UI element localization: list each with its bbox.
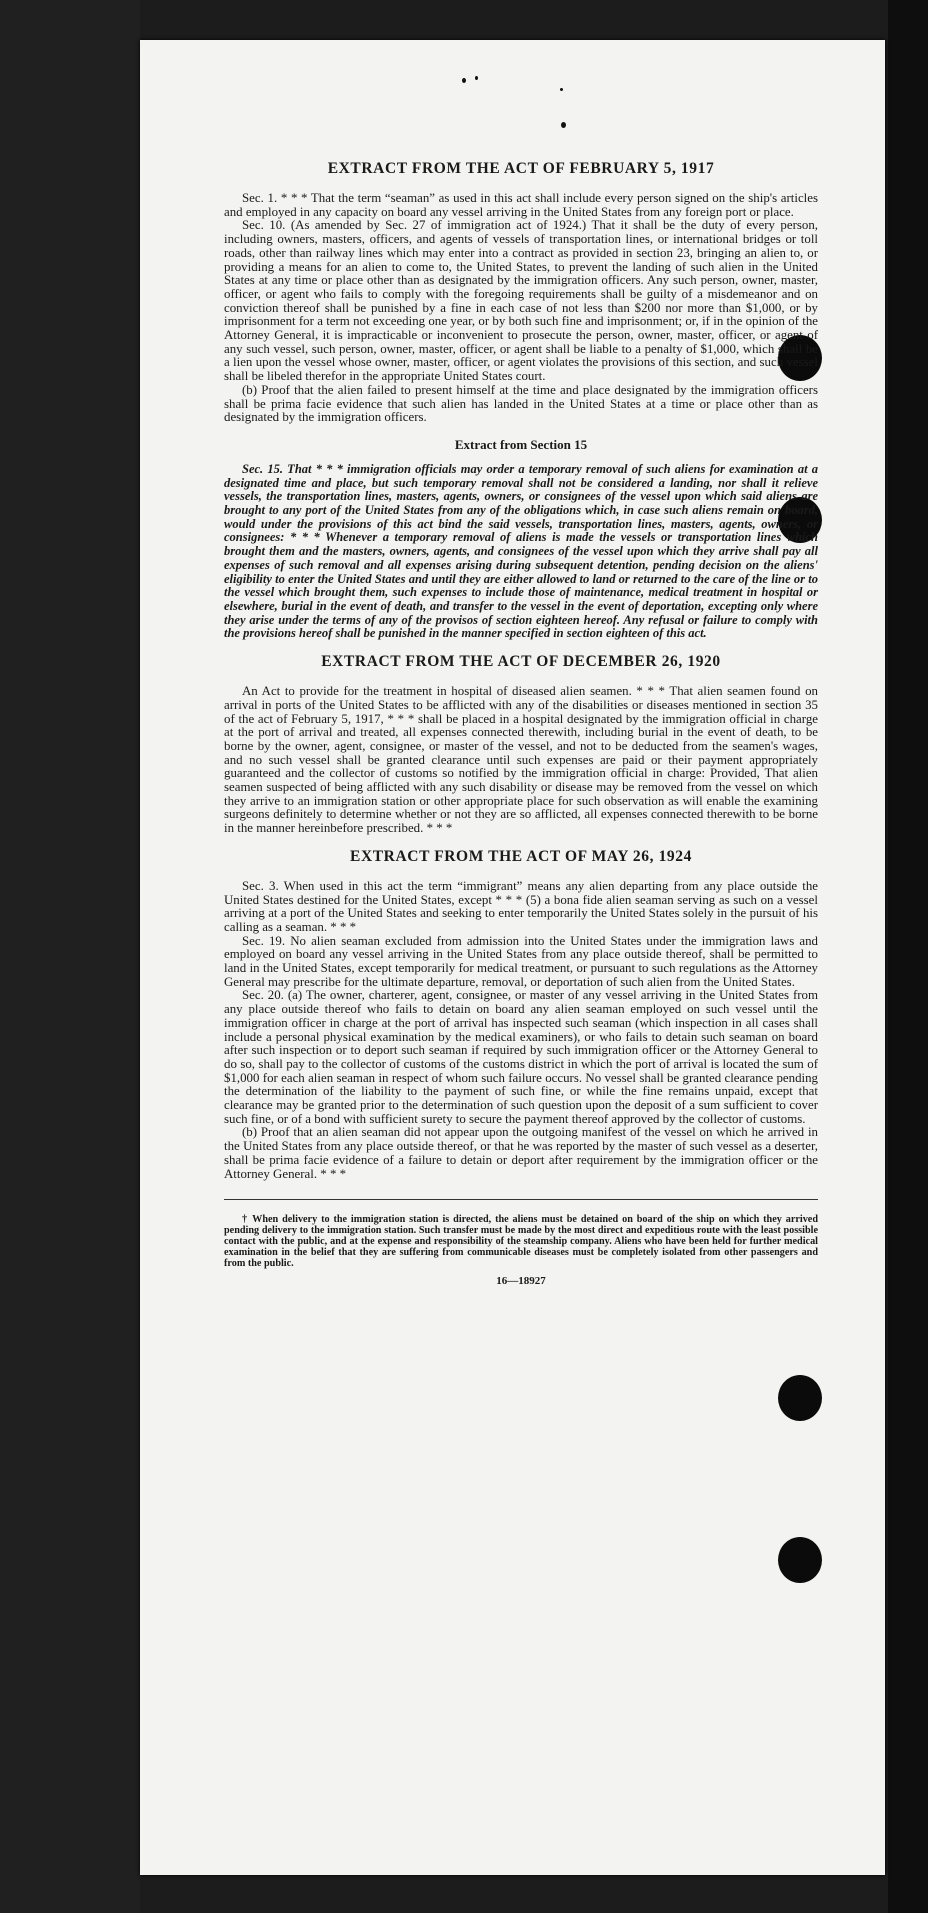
punch-hole xyxy=(778,1375,822,1421)
paragraph: Sec. 15. That * * * immigration officials may order a temporary removal of such aliens for examination at a designated time and place, but such temporary removal shall not be considered a landing, nor shall it relieve vessels, the transportation lines, masters, agents, owners, or consignees of the vessel upon which said aliens are brought to any port of the United States from any of the obligations which, in case such aliens remain on board, would under the provisions of this act bind the said vessels, transportation lines, masters, agents, owners, or consignees: * * * Whenever a temporary removal of aliens is made the vessels or transportation lines which brought them and the masters, owners, agents, and consignees of the vessel upon which they arrive shall pay all expenses of such removal and all expenses arising during subsequent detention, pending decision on the aliens' eligibility to enter the United States and until they are either allowed to land or returned to the care of the line or to the vessel which brought them, such expenses to include those of maintenance, medical treatment in hospital or elsewhere, burial in the event of death, and transfer to the vessel in the event of deportation, excepting only where they arise under the terms of any of the provisos of section eighteen hereof. Any refusal or failure to comply with the provisions hereof shall be punished in the manner specified in section eighteen of this act. xyxy=(224,461,818,641)
page-number: 16—18927 xyxy=(496,1275,546,1288)
punch-hole xyxy=(778,1537,822,1583)
document-page xyxy=(140,40,885,1875)
footnote-divider xyxy=(224,1199,818,1200)
document-body xyxy=(224,160,818,1287)
paragraph: Sec. 1. * * * That the term “seaman” as used in this act shall include every person signed on the ship's articles and employed in any capacity on board any vessel arriving in the United States from any foreign port or place. xyxy=(224,191,818,219)
speck xyxy=(462,78,466,83)
paragraph: (b) Proof that an alien seaman did not appear upon the outgoing manifest of the vessel on which he arrived in the United States from any place outside thereof, or that he was reported by the master of such vessel as a deserter, shall be prima facie evidence of a failure to detain or deport after requirement by the immigration officer or the Attorney General. * * * xyxy=(224,1125,818,1181)
paragraph: (b) Proof that the alien failed to present himself at the time and place designated by the immigration officers shall be prima facie evidence that such alien has landed in the United States at a time or place other than as designated by the immigration officers. xyxy=(224,382,818,425)
section-act-1924 xyxy=(224,848,818,1181)
paragraph: Sec. 20. (a) The owner, charterer, agent, consignee, or master of any vessel arriving in the United States from any place outside thereof who fails to detain on board any alien seaman employed on such vessel until the immigration officer in charge at the port of arrival has inspected such seaman (which inspection in all cases shall include a personal physical examination by the medical examiners), or who fails to detain such seaman on board after such inspection or to deport such seaman if required by such immigration officer or the Attorney General to do so, shall pay to the collector of customs of the customs district in which the port of arrival is located the sum of $1,000 for each alien seaman in respect of whom such failure occurs. No vessel shall be granted clearance pending the determination of the liability to the payment of such fine, or while the fine remains unpaid, except that clearance may be granted prior to the determination of such question upon the deposit of a sum sufficient to cover such fine, or of a bond with sufficient surety to secure the payment thereof approved by the collector of customs. xyxy=(224,988,818,1126)
speck xyxy=(560,88,563,91)
section-heading: EXTRACT FROM THE ACT OF MAY 26, 1924 xyxy=(350,847,692,865)
paragraph: Sec. 19. No alien seaman excluded from admission into the United States under the immigration laws and employed on board any vessel arriving in the United States from any place outside thereof, shall be permitted to land in the United States, except temporarily for medical treatment, or pursuant to such regulations as the Attorney General may prescribe for the ultimate departure, removal, or deportation of such alien from the United States. xyxy=(224,933,818,989)
speck xyxy=(475,76,478,80)
paragraph: Sec. 10. (As amended by Sec. 27 of immigration act of 1924.) That it shall be the duty of every person, including owners, masters, officers, and agents of vessels of transportation lines, or international bridges or toll roads, other than railway lines which may enter into a contract as provided in section 23, bringing an alien to, or providing a means for an alien to come to, the United States, to prevent the landing of such alien in the United States at any time or place other than as designated by the immigration officers. Any such person, owner, master, officer, or agent who fails to comply with the foregoing requirements shall be guilty of a misdemeanor and on conviction thereof shall be punished by a fine in each case of not less than $200 nor more than $1,000, or by imprisonment for a term not exceeding one year, or by both such fine and imprisonment; or, if in the opinion of the Attorney General, it is impracticable or inconvenient to prosecute the person, owner, master, officer, or agent of any such vessel, such person, owner, master, officer, or agent shall be liable to a penalty of $1,000, which shall be a lien upon the vessel whose owner, master, officer, or agent violates the provisions of this section, and such vessel shall be libeled therefor in the appropriate United States court. xyxy=(224,218,818,384)
scan-border-left xyxy=(0,0,140,1913)
section-heading: EXTRACT FROM THE ACT OF DECEMBER 26, 1920 xyxy=(321,653,721,671)
scan-border-right xyxy=(888,0,928,1913)
section-subheading: Extract from Section 15 xyxy=(454,436,588,452)
speck xyxy=(561,122,566,128)
footnote-text: † When delivery to the immigration station is directed, the aliens must be detained on board of the ship on which they arrived pending delivery to the immigration station. Such transfer must be made by the most direct and expeditious route with the least possible contact with the public, and at the expense and responsibility of the steamship company. Aliens who have been held for further medical examination in the belief that they are suffering from communicable diseases must be completely isolated from other passengers and from the public. xyxy=(224,1214,818,1270)
paragraph: An Act to provide for the treatment in hospital of diseased alien seamen. * * * That alien seamen found on arrival in ports of the United States to be afflicted with any of the disabilities or diseases mentioned in section 35 of the act of February 5, 1917, * * * shall be placed in a hospital designated by the immigration official in charge at the port of arrival and treated, all expenses connected therewith, including burial in the event of death, to be borne by the owner, agent, consignee, or master of the vessel, and not to be deducted from the seamen's wages, and no such vessel shall be granted clearance until such expenses are paid or their payment appropriately guaranteed and the collector of customs so notified by the immigration official in charge: Provided, That alien seamen suspected of being afflicted with any such disability or disease may be removed from the vessel on which they arrive to an immigration station or other appropriate place for such observation as will enable the examining surgeons definitely to determine whether or not they are so afflicted, all expenses connected therewith to be borne in the manner hereinbefore prescribed. * * * xyxy=(224,684,818,836)
section-act-1920 xyxy=(224,653,818,836)
section-heading: EXTRACT FROM THE ACT OF FEBRUARY 5, 1917 xyxy=(327,160,715,177)
section-act-1917 xyxy=(224,160,818,425)
footnote xyxy=(224,1214,818,1269)
section-extract-15 xyxy=(224,437,818,641)
paragraph: Sec. 3. When used in this act the term “immigrant” means any alien departing from any place outside the United States destined for the United States, except * * * (5) a bona fide alien seaman serving as such on a vessel arriving at a port of the United States and seeking to enter temporarily the United States solely in the pursuit of his calling as a seaman. * * * xyxy=(224,878,818,934)
